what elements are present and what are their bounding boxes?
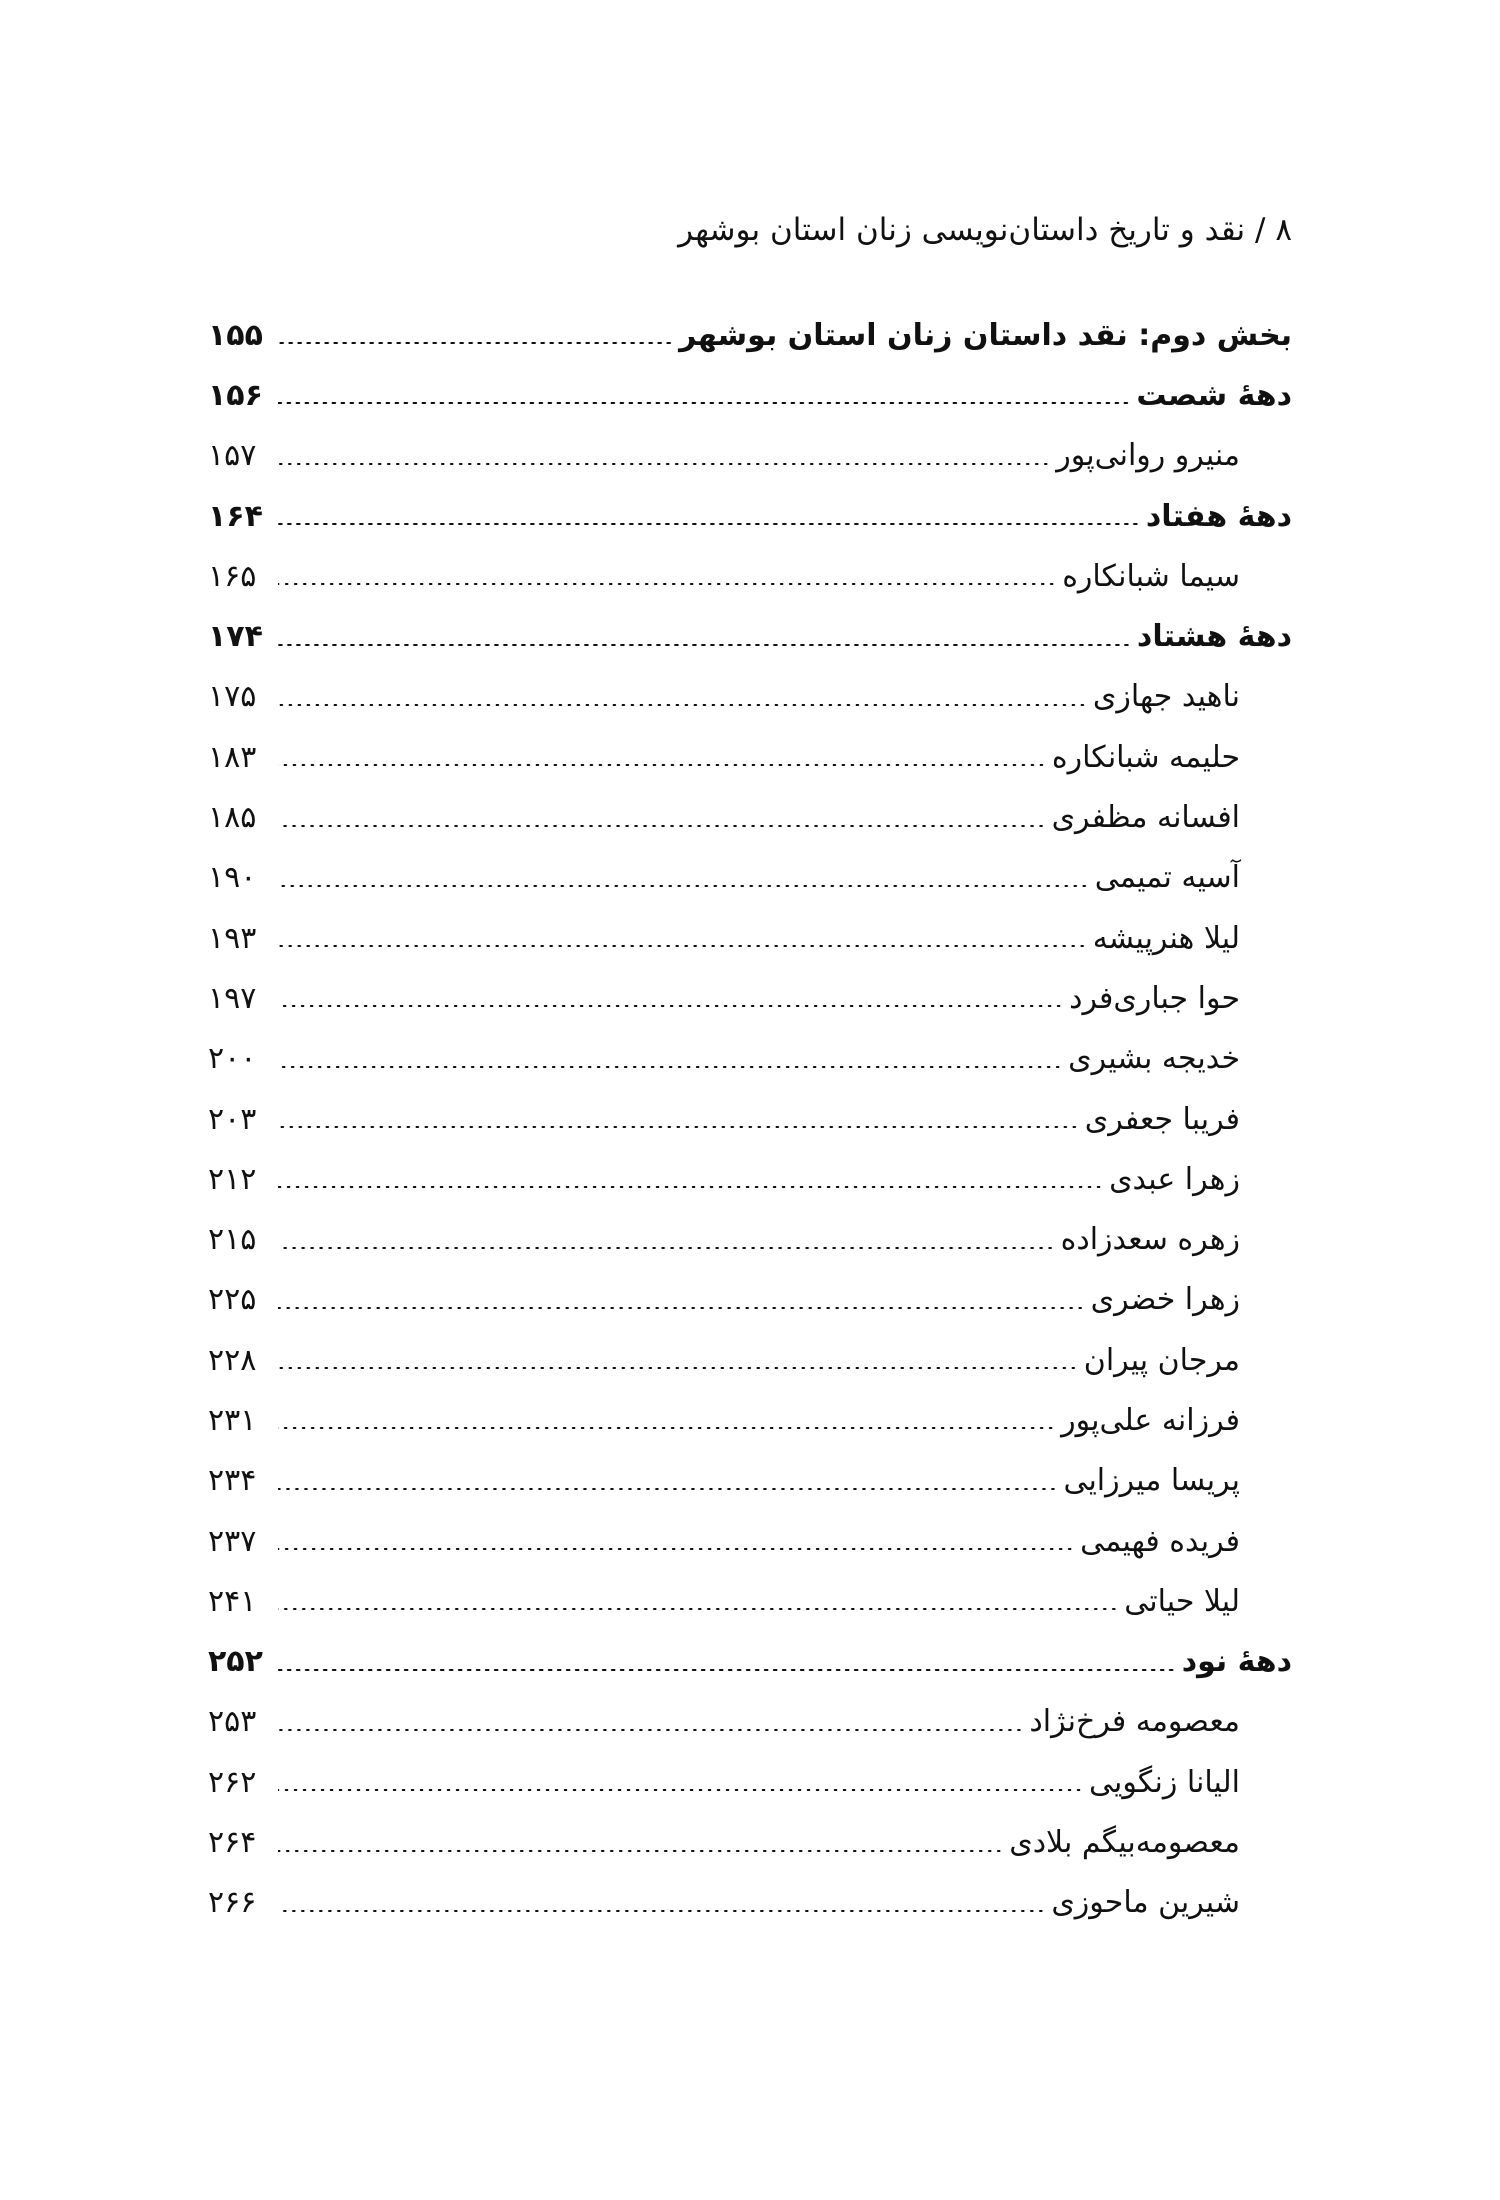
toc-entry-title: شیرین ماحوزی	[1051, 1885, 1240, 1921]
toc-entry-row	[208, 546, 1292, 606]
toc-entry-title: حوا جباری‌فرد	[1069, 980, 1240, 1016]
toc-entry-row	[208, 1270, 1292, 1330]
toc-entry-row	[208, 1209, 1292, 1269]
dot-leader	[278, 1669, 1176, 1671]
toc-page-number: ۱۸۳	[208, 739, 257, 775]
toc-entry-row	[208, 848, 1292, 908]
toc-page-number: ۲۶۴	[208, 1825, 257, 1861]
toc-entry-title: حلیمه شبانکاره	[1051, 739, 1240, 775]
toc-page-number: ۲۵۳	[208, 1704, 257, 1740]
dot-leader	[278, 1548, 1074, 1550]
dot-leader	[278, 1729, 1023, 1731]
toc-entry-title: زهره سعدزاده	[1060, 1222, 1240, 1258]
toc-page-number: ۲۱۵	[208, 1222, 257, 1258]
toc-entry-row	[208, 1149, 1292, 1209]
toc-entry-title: دههٔ نود	[1181, 1644, 1292, 1680]
toc-entry-title: سیما شبانکاره	[1062, 558, 1240, 594]
dot-leader	[278, 644, 1131, 646]
toc-entry-row	[208, 1571, 1292, 1631]
toc-entry-row	[208, 727, 1292, 787]
dot-leader	[278, 402, 1130, 404]
toc-entry-row	[208, 1692, 1292, 1752]
toc-entry-row	[208, 1873, 1292, 1933]
toc-page-number: ۱۵۶	[208, 377, 263, 413]
dot-leader	[278, 1307, 1085, 1309]
toc-entry-title: دههٔ هشتاد	[1136, 619, 1292, 655]
toc-page-number: ۲۳۱	[208, 1402, 257, 1438]
toc-page-number: ۱۸۵	[208, 800, 257, 836]
toc-page-number: ۲۶۶	[208, 1885, 257, 1921]
toc-page-number: ۱۹۷	[208, 980, 257, 1016]
toc-entry-title: افسانه مظفری	[1051, 800, 1240, 836]
toc-section-row	[208, 365, 1292, 425]
toc-entry-title: لیلا حیاتی	[1124, 1583, 1240, 1619]
toc-entry-row	[208, 1511, 1292, 1571]
dot-leader	[278, 1367, 1078, 1369]
toc-page-number: ۱۷۴	[208, 619, 263, 655]
toc-section-row	[208, 486, 1292, 546]
toc-page-number: ۱۷۵	[208, 679, 257, 715]
toc-entry-title: فریبا جعفری	[1084, 1101, 1240, 1137]
toc-entry-title: بخش دوم: نقد داستان زنان استان بوشهر	[679, 317, 1292, 353]
toc-entry-title: لیلا هنرپیشه	[1092, 920, 1240, 956]
dot-leader	[278, 885, 1089, 887]
toc-entry-title: زهرا خضری	[1090, 1282, 1240, 1318]
toc-section-row	[208, 606, 1292, 666]
toc-page-number: ۱۵۷	[208, 438, 257, 474]
dot-leader	[278, 1066, 1062, 1068]
dot-leader	[278, 342, 673, 344]
dot-leader	[278, 1247, 1055, 1249]
toc-entry-title: دههٔ شصت	[1136, 377, 1292, 413]
toc-page-number: ۲۳۷	[208, 1523, 257, 1559]
toc-page-number: ۱۶۴	[208, 498, 263, 534]
toc-page-number: ۲۴۱	[208, 1583, 257, 1619]
toc-page-number: ۲۲۸	[208, 1342, 257, 1378]
dot-leader	[278, 1186, 1103, 1188]
dot-leader	[278, 1850, 1003, 1852]
running-head: ۸ / نقد و تاریخ داستان‌نویسی زنان استان بوشهر	[678, 212, 1292, 248]
toc-page-number: ۲۳۴	[208, 1463, 257, 1499]
toc-section-row	[208, 1632, 1292, 1692]
toc-page-number: ۲۵۲	[208, 1644, 263, 1680]
toc-page-number: ۲۰۰	[208, 1041, 257, 1077]
toc-entry-row	[208, 787, 1292, 847]
toc-entry-title: منیرو روانی‌پور	[1056, 438, 1240, 474]
dot-leader	[278, 583, 1056, 585]
toc-entry-row	[208, 1451, 1292, 1511]
dot-leader	[278, 523, 1140, 525]
toc-entry-row	[208, 1812, 1292, 1872]
toc-page-number: ۱۹۰	[208, 860, 257, 896]
toc-entry-title: الیانا زنگویی	[1089, 1764, 1240, 1800]
toc-entry-row	[208, 968, 1292, 1028]
dot-leader	[278, 1608, 1118, 1610]
dot-leader	[278, 764, 1046, 766]
toc-entry-title: مرجان پیران	[1083, 1342, 1240, 1378]
dot-leader	[278, 1488, 1057, 1490]
toc-entry-title: آسیه تمیمی	[1094, 860, 1240, 896]
toc-entry-title: فرزانه علی‌پور	[1061, 1402, 1240, 1438]
toc-entry-title: فریده فهیمی	[1080, 1523, 1240, 1559]
toc-page-number: ۱۶۵	[208, 558, 257, 594]
toc-section-row	[208, 305, 1292, 365]
toc-page-number: ۲۰۳	[208, 1101, 257, 1137]
table-of-contents	[208, 305, 1292, 1933]
dot-leader	[278, 1005, 1063, 1007]
toc-entry-row	[208, 667, 1292, 727]
dot-leader	[278, 825, 1046, 827]
toc-page-number: ۱۵۵	[208, 317, 263, 353]
toc-entry-title: معصومه فرخ‌نژاد	[1029, 1704, 1240, 1740]
dot-leader	[278, 1789, 1083, 1791]
dot-leader	[278, 704, 1087, 706]
toc-entry-row	[208, 1029, 1292, 1089]
toc-entry-row	[208, 1752, 1292, 1812]
toc-entry-row	[208, 1330, 1292, 1390]
toc-entry-title: خدیجه بشیری	[1068, 1041, 1240, 1077]
toc-page-number: ۱۹۳	[208, 920, 257, 956]
toc-entry-row	[208, 1089, 1292, 1149]
dot-leader	[278, 1126, 1079, 1128]
toc-page-number: ۲۶۲	[208, 1764, 257, 1800]
toc-entry-title: دههٔ هفتاد	[1145, 498, 1292, 534]
toc-entry-title: معصومه‌بیگم بلادی	[1009, 1825, 1240, 1861]
toc-entry-title: پریسا میرزایی	[1063, 1463, 1240, 1499]
toc-entry-title: ناهید جهازی	[1092, 679, 1240, 715]
dot-leader	[278, 1910, 1045, 1912]
dot-leader	[278, 945, 1087, 947]
toc-entry-row	[208, 1390, 1292, 1450]
toc-page-number: ۲۲۵	[208, 1282, 257, 1318]
toc-entry-title: زهرا عبدی	[1109, 1161, 1240, 1197]
toc-page-number: ۲۱۲	[208, 1161, 257, 1197]
toc-entry-row	[208, 908, 1292, 968]
dot-leader	[278, 1427, 1055, 1429]
toc-entry-row	[208, 426, 1292, 486]
dot-leader	[278, 463, 1050, 465]
